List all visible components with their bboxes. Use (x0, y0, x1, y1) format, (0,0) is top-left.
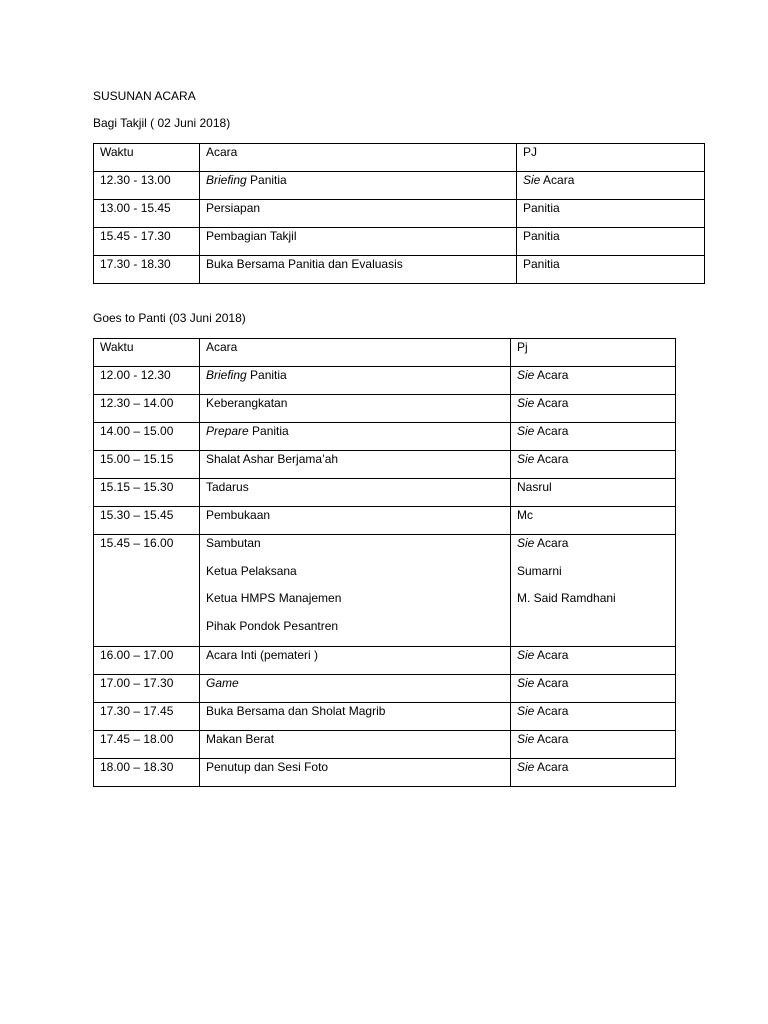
pj-cell: Sie Acara (523, 173, 575, 187)
waktu-cell: 17.00 – 17.30 (100, 676, 174, 690)
acara-line: Ketua Pelaksana (206, 563, 297, 578)
table-row (94, 479, 676, 507)
acara-cell (206, 535, 510, 646)
header-cell: Acara (200, 144, 517, 172)
header-cell: Waktu (94, 144, 200, 172)
pj-cell: Panitia (523, 257, 560, 271)
table-row (94, 703, 676, 731)
section-title-goes-to-panti: Goes to Panti (03 Juni 2018) (93, 311, 246, 325)
table-row-sambutan (94, 535, 676, 647)
document-heading: SUSUNAN ACARA (93, 89, 196, 103)
acara-line: Sambutan (206, 536, 261, 550)
table-row (94, 367, 676, 395)
pj-cell: Sie Acara (517, 396, 569, 410)
acara-cell: Makan Berat (206, 732, 275, 746)
table-row (94, 731, 676, 759)
waktu-cell: 15.45 – 16.00 (100, 536, 174, 550)
table-row (94, 507, 676, 535)
acara-cell: Pembagian Takjil (206, 229, 297, 243)
acara-cell: Buka Bersama Panitia dan Evaluasis (206, 257, 403, 271)
pj-cell: Sie Acara (517, 760, 569, 774)
schedule-table-goes-to-panti (93, 338, 676, 787)
acara-cell: Acara Inti (pemateri ) (206, 648, 319, 662)
acara-cell: Pembukaan (206, 508, 271, 522)
section-title-bagi-takjil: Bagi Takjil ( 02 Juni 2018) (93, 116, 231, 130)
acara-cell: Game (206, 676, 239, 690)
acara-line: Pihak Pondok Pesantren (206, 618, 339, 633)
table-row (94, 423, 676, 451)
waktu-cell: 12.30 - 13.00 (100, 173, 171, 187)
pj-cell: Sie Acara (517, 368, 569, 382)
table-header-row (94, 339, 676, 367)
acara-cell: Briefing Panitia (206, 368, 287, 382)
waktu-cell: 15.45 - 17.30 (100, 229, 171, 243)
pj-cell: Mc (517, 508, 533, 522)
pj-cell: Sie Acara (517, 704, 569, 718)
waktu-cell: 15.00 – 15.15 (100, 452, 174, 466)
pj-cell: Sie Acara (517, 676, 569, 690)
pj-line: Sumarni (517, 563, 562, 578)
waktu-cell: 17.45 – 18.00 (100, 732, 174, 746)
table-row (94, 675, 676, 703)
pj-cell: Nasrul (517, 480, 552, 494)
waktu-cell: 18.00 – 18.30 (100, 760, 174, 774)
table-row (94, 395, 676, 423)
table-row (94, 759, 676, 787)
pj-line: M. Said Ramdhani (517, 591, 616, 605)
pj-cell: Panitia (523, 201, 560, 215)
waktu-cell: 15.30 – 15.45 (100, 508, 174, 522)
acara-cell: Penutup dan Sesi Foto (206, 760, 329, 774)
schedule-table-bagi-takjil (93, 143, 705, 284)
waktu-cell: 15.15 – 15.30 (100, 480, 174, 494)
pj-cell: Sie Acara (517, 452, 569, 466)
pj-cell: Sie Acara (517, 424, 569, 438)
table-row (94, 256, 705, 284)
pj-line: Sie Acara (517, 536, 569, 550)
pj-cell: Panitia (523, 229, 560, 243)
table-row (94, 200, 705, 228)
acara-cell: Prepare Panitia (206, 424, 289, 438)
acara-cell: Tadarus (206, 480, 249, 494)
waktu-cell: 12.00 - 12.30 (100, 368, 171, 382)
acara-cell: Keberangkatan (206, 396, 288, 410)
acara-cell: Buka Bersama dan Sholat Magrib (206, 704, 386, 718)
table-row (94, 172, 705, 200)
acara-cell: Persiapan (206, 201, 261, 215)
table-header-row (94, 144, 705, 172)
header-cell: Pj (511, 339, 676, 367)
waktu-cell: 16.00 – 17.00 (100, 648, 174, 662)
waktu-cell: 14.00 – 15.00 (100, 424, 174, 438)
header-cell: PJ (517, 144, 705, 172)
waktu-cell: 13.00 - 15.45 (100, 201, 171, 215)
header-cell: Acara (200, 339, 511, 367)
pj-cell (517, 535, 675, 619)
acara-cell: Shalat Ashar Berjama’ah (206, 452, 339, 466)
acara-cell: Briefing Panitia (206, 173, 287, 187)
table-row (94, 451, 676, 479)
waktu-cell: 17.30 - 18.30 (100, 257, 171, 271)
waktu-cell: 12.30 – 14.00 (100, 396, 174, 410)
acara-line: Ketua HMPS Manajemen (206, 591, 342, 605)
table-row (94, 647, 676, 675)
waktu-cell: 17.30 – 17.45 (100, 704, 174, 718)
table-row (94, 228, 705, 256)
pj-cell: Sie Acara (517, 648, 569, 662)
header-cell: Waktu (94, 339, 200, 367)
pj-cell: Sie Acara (517, 732, 569, 746)
